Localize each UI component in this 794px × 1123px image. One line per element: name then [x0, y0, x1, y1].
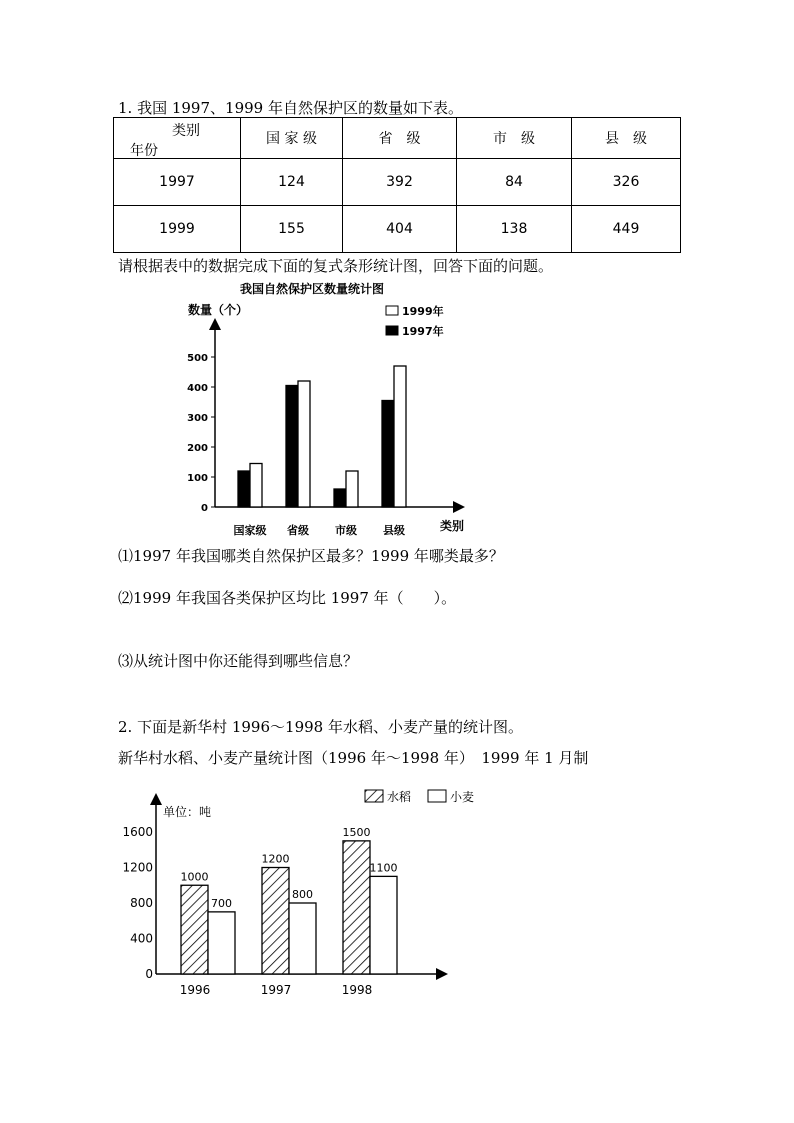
question-2: ⑵1999 年我国各类保护区均比 1997 年（ ）。	[118, 589, 457, 607]
table-cell: 449	[572, 206, 681, 253]
bar-1997年-省级	[286, 386, 298, 508]
table-cell-year: 1997	[114, 159, 241, 206]
reserve-data-table	[113, 117, 681, 253]
x-category-label: 1996	[179, 983, 211, 997]
data-label: 1200	[261, 852, 290, 866]
bar-1997年-市级	[334, 489, 346, 507]
bar-小麦-1997	[289, 903, 316, 974]
data-label: 1000	[180, 870, 209, 884]
legend-swatch-rice	[365, 790, 383, 802]
bar-小麦-1996	[208, 912, 235, 974]
table-cell: 138	[457, 206, 572, 253]
table-row	[114, 159, 681, 206]
q2-chart-heading: 新华村水稻、小麦产量统计图（1996 年～1998 年） 1999 年 1 月制	[118, 749, 589, 767]
table-corner-cell	[114, 118, 241, 159]
legend-label-wheat: 小麦	[450, 790, 475, 804]
y-tick-label: 400	[187, 383, 208, 394]
table-header: 省 级	[343, 118, 457, 159]
legend-swatch-1997	[386, 326, 398, 335]
chart1-legend	[386, 304, 444, 338]
question-3: ⑶从统计图中你还能得到哪些信息？	[118, 652, 359, 670]
crop-yield-bar-chart	[115, 784, 495, 1004]
bar-水稻-1997	[262, 868, 289, 975]
bar-1999年-国家级	[250, 464, 262, 508]
legend-label-1997: 1997年	[402, 325, 444, 338]
y-tick-label: 1200	[122, 860, 153, 875]
bar-1997年-县级	[382, 401, 394, 508]
bar-1997年-国家级	[238, 471, 250, 507]
legend-label-rice: 水稻	[387, 790, 412, 804]
bar-水稻-1996	[181, 885, 208, 974]
bar-1999年-省级	[298, 381, 310, 507]
y-tick-label: 400	[130, 931, 153, 946]
y-tick-label: 0	[145, 967, 153, 981]
bar-1999年-县级	[394, 366, 406, 507]
x-category-label: 1998	[341, 983, 373, 997]
y-tick-label: 200	[187, 443, 208, 454]
bar-小麦-1998	[370, 876, 397, 974]
table-cell: 124	[241, 159, 343, 206]
bar-1999年-市级	[346, 471, 358, 507]
table-corner-category: 类别	[172, 123, 200, 139]
table-header: 县 级	[572, 118, 681, 159]
y-tick-label: 1600	[122, 825, 153, 839]
question-1: ⑴1997 年我国哪类自然保护区最多？1999 年哪类最多？	[118, 547, 504, 565]
table-cell: 84	[457, 159, 572, 206]
chart2-legend	[365, 789, 474, 804]
table-corner-year: 年份	[130, 143, 158, 159]
x-category-label: 市级	[335, 524, 357, 537]
x-category-label: 省级	[287, 524, 309, 537]
data-label: 1500	[342, 825, 371, 839]
table-cell-year: 1999	[114, 206, 241, 253]
table-row	[114, 206, 681, 253]
reserve-bar-chart	[170, 276, 490, 544]
chart1-xlabel: 类别	[440, 519, 465, 533]
legend-swatch-wheat	[428, 790, 446, 802]
y-tick-label: 0	[201, 503, 208, 514]
x-category-label: 国家级	[233, 524, 267, 537]
chart1-ylabel: 数量（个）	[188, 303, 249, 317]
legend-label-1999: 1999年	[402, 305, 444, 318]
legend-swatch-1999	[386, 306, 398, 315]
chart2-ylabel: 单位：吨	[163, 805, 212, 819]
data-label: 800	[292, 888, 313, 901]
q1-intro: 1. 我国 1997、1999 年自然保护区的数量如下表。	[118, 99, 463, 117]
bar-水稻-1998	[343, 841, 370, 974]
x-category-label: 县级	[383, 524, 405, 537]
table-cell: 155	[241, 206, 343, 253]
table-header: 市 级	[457, 118, 572, 159]
chart1-title: 我国自然保护区数量统计图	[240, 282, 385, 296]
data-label: 700	[211, 896, 232, 910]
x-category-label: 1997	[260, 983, 292, 997]
table-cell: 404	[343, 206, 457, 253]
y-tick-label: 300	[187, 413, 208, 424]
q2-intro: 2. 下面是新华村 1996～1998 年水稻、小麦产量的统计图。	[118, 718, 523, 736]
q1-instruction: 请根据表中的数据完成下面的复式条形统计图，回答下面的问题。	[118, 257, 554, 275]
y-tick-label: 800	[130, 896, 153, 910]
y-tick-label: 500	[187, 353, 208, 364]
table-header: 国 家 级	[241, 118, 343, 159]
y-tick-label: 100	[187, 473, 208, 484]
table-cell: 326	[572, 159, 681, 206]
table-cell: 392	[343, 159, 457, 206]
data-label: 1100	[369, 861, 398, 875]
